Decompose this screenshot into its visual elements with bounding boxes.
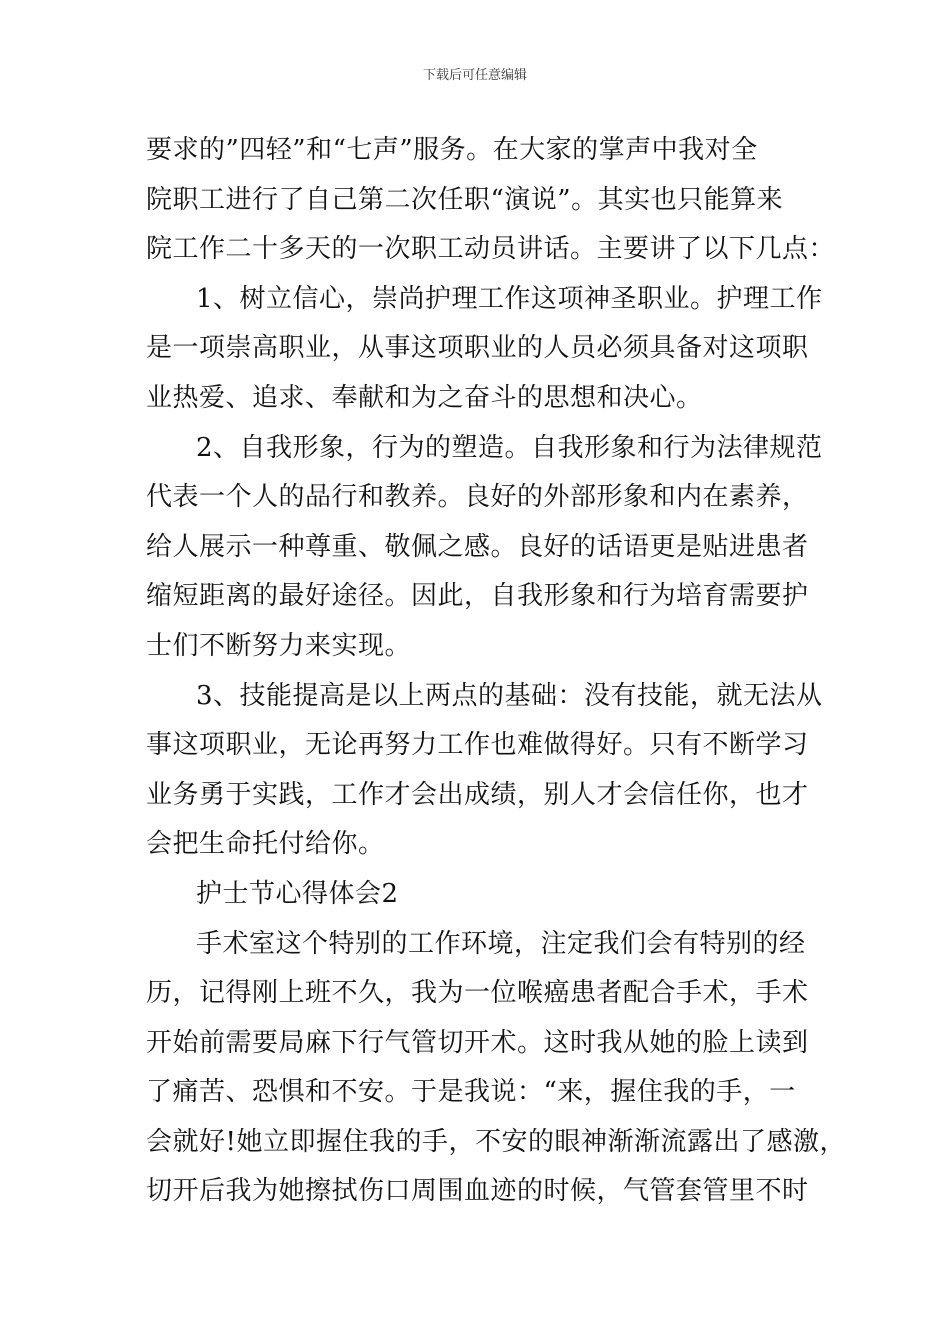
text-line: 士们不断努力来实现。 bbox=[146, 630, 412, 661]
text-line: 代表一个人的品行和教养。良好的外部形象和内在素养， bbox=[146, 482, 809, 513]
text-line: 会把生命托付给你。 bbox=[146, 829, 385, 860]
text-line: 3、技能提高是以上两点的基础：没有技能，就无法从 bbox=[196, 680, 823, 711]
text-line: 历，记得刚上班不久，我为一位喉癌患者配合手术，手术 bbox=[146, 978, 809, 1009]
text-line: 事这项职业，无论再努力工作也难做得好。只有不断学习 bbox=[146, 730, 809, 761]
text-line: 护士节心得体会2 bbox=[196, 878, 399, 909]
text-line: 手术室这个特别的工作环境，注定我们会有特别的经 bbox=[196, 928, 806, 959]
text-line: 开始前需要局麻下行气管切开术。这时我从她的脸上读到 bbox=[146, 1027, 809, 1058]
document-body bbox=[146, 126, 846, 1217]
text-line: 是一项崇高职业，从事这项职业的人员必须具备对这项职 bbox=[146, 333, 809, 364]
text-line: 业务勇于实践，工作才会出成绩，别人才会信任你，也才 bbox=[146, 779, 809, 810]
text-line: 院工作二十多天的一次职工动员讲话。主要讲了以下几点： bbox=[146, 234, 836, 265]
text-line: 了痛苦、恐惧和不安。于是我说：“来，握住我的手，一 bbox=[146, 1077, 796, 1108]
text-line: 业热爱、追求、奉献和为之奋斗的思想和决心。 bbox=[146, 382, 703, 413]
text-line: 院职工进行了自己第二次任职“演说”。其实也只能算来 bbox=[146, 184, 784, 215]
text-line: 给人展示一种尊重、敬佩之感。良好的话语更是贴进患者 bbox=[146, 531, 809, 562]
text-line: 切开后我为她擦拭伤口周围血迹的时候，气管套管里不时 bbox=[146, 1176, 809, 1207]
text-line: 要求的”四轻”和“七声”服务。在大家的掌声中我对全 bbox=[146, 135, 758, 165]
text-line: 缩短距离的最好途径。因此，自我形象和行为培育需要护 bbox=[146, 581, 809, 612]
page-header: 下载后可任意编辑 bbox=[422, 68, 527, 83]
text-line: 2、自我形象，行为的塑造。自我形象和行为法律规范 bbox=[196, 432, 823, 463]
text-line: 1、树立信心，崇尚护理工作这项神圣职业。护理工作 bbox=[196, 283, 823, 314]
text-line: 会就好!她立即握住我的手，不安的眼神渐渐流露出了感激， bbox=[146, 1126, 846, 1157]
